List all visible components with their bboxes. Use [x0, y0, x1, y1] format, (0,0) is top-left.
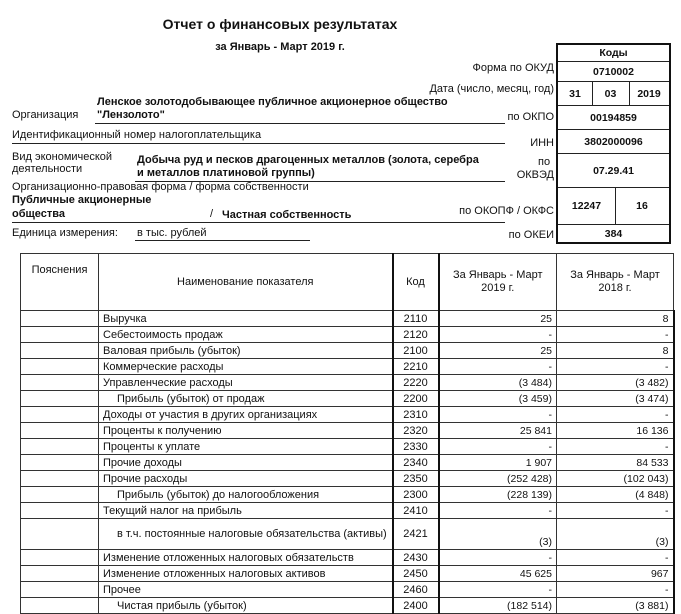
row-previous: -	[557, 439, 674, 455]
okved-label-1: по	[538, 156, 551, 168]
row-code: 2320	[393, 423, 439, 439]
row-name: Коммерческие расходы	[99, 359, 393, 375]
col-notes-header: Пояснения	[21, 254, 99, 311]
date-day: 31	[558, 82, 592, 106]
date-year: 2019	[629, 82, 669, 106]
row-previous: -	[557, 327, 674, 343]
row-previous: (102 043)	[557, 471, 674, 487]
row-current: 25	[439, 311, 557, 327]
row-code: 2350	[393, 471, 439, 487]
row-name: Доходы от участия в других организациях	[99, 407, 393, 423]
table-row	[21, 598, 674, 614]
codes-box	[556, 43, 671, 244]
table-row	[21, 582, 674, 598]
okved-value: 07.29.41	[558, 154, 669, 188]
row-code: 2100	[393, 343, 439, 359]
org-name-line-2: "Лензолото"	[97, 109, 165, 121]
row-current: -	[439, 359, 557, 375]
codes-header: Коды	[558, 45, 669, 62]
row-previous: (3 881)	[557, 598, 674, 614]
row-code: 2210	[393, 359, 439, 375]
unit-value: в тыс. рублей	[137, 227, 207, 239]
row-name: Прочие расходы	[99, 471, 393, 487]
row-previous: (3 482)	[557, 375, 674, 391]
activity-label-1: Вид экономической	[12, 151, 113, 163]
table-row	[21, 327, 674, 343]
row-code: 2220	[393, 375, 439, 391]
table-row	[21, 407, 674, 423]
row-current: 1 907	[439, 455, 557, 471]
row-current: 45 625	[439, 566, 557, 582]
row-name: Управленческие расходы	[99, 375, 393, 391]
row-code: 2120	[393, 327, 439, 343]
table-row	[21, 359, 674, 375]
row-name: Себестоимость продаж	[99, 327, 393, 343]
ownership-value: Частная собственность	[222, 209, 352, 221]
col-code-header: Код	[393, 254, 439, 311]
date-month: 03	[592, 82, 629, 106]
row-code: 2460	[393, 582, 439, 598]
form-line-2: общества	[12, 208, 66, 220]
table-row	[21, 566, 674, 582]
row-name: Прочее	[99, 582, 393, 598]
row-current: -	[439, 407, 557, 423]
table-row	[21, 375, 674, 391]
col-previous-header: За Январь - Март 2018 г.	[557, 254, 674, 311]
inn-value: 3802000096	[558, 130, 669, 154]
okfs-value: 16	[615, 188, 669, 225]
row-name: Изменение отложенных налоговых обязательств	[99, 550, 393, 566]
row-current: 25	[439, 343, 557, 359]
okopf-label: по ОКОПФ / ОКФС	[459, 205, 554, 217]
activity-line-1: Добыча руд и песков драгоценных металлов (золота, серебра	[137, 154, 479, 166]
table-header-row	[21, 254, 674, 311]
row-name: Чистая прибыль (убыток)	[99, 598, 393, 614]
row-name: в т.ч. постоянные налоговые обязательства (активы)	[99, 519, 393, 550]
inn-label: Идентификационный номер налогоплательщика	[12, 129, 262, 141]
financial-results-table	[20, 253, 675, 614]
row-previous: -	[557, 550, 674, 566]
row-previous: -	[557, 407, 674, 423]
row-name: Изменение отложенных налоговых активов	[99, 566, 393, 582]
row-current: (252 428)	[439, 471, 557, 487]
activity-line-2: и металлов платиновой группы)	[137, 167, 315, 179]
org-label: Организация	[12, 109, 79, 121]
activity-label-2: деятельности	[12, 163, 83, 175]
row-current: -	[439, 582, 557, 598]
row-name: Проценты к получению	[99, 423, 393, 439]
table-row	[21, 503, 674, 519]
table-row	[21, 550, 674, 566]
row-code: 2200	[393, 391, 439, 407]
table-row	[21, 391, 674, 407]
col-name-header: Наименование показателя	[99, 254, 393, 311]
row-code: 2300	[393, 487, 439, 503]
row-code: 2310	[393, 407, 439, 423]
row-current: -	[439, 550, 557, 566]
row-name: Выручка	[99, 311, 393, 327]
row-current: (182 514)	[439, 598, 557, 614]
form-label: Организационно-правовая форма / форма собственности	[12, 181, 309, 193]
row-name: Прибыль (убыток) до налогообложения	[99, 487, 393, 503]
row-code: 2410	[393, 503, 439, 519]
report-title: Отчет о финансовых результатах	[162, 16, 398, 32]
row-current: (228 139)	[439, 487, 557, 503]
org-name-line-1: Ленское золотодобывающее публичное акционерное общество	[97, 96, 448, 108]
table-row	[21, 471, 674, 487]
okei-value: 384	[604, 227, 623, 240]
row-current: -	[439, 503, 557, 519]
unit-label: Единица измерения:	[12, 227, 118, 239]
inn-code-label: ИНН	[530, 137, 554, 149]
row-code: 2110	[393, 311, 439, 327]
row-previous: 8	[557, 311, 674, 327]
row-current: (3)	[439, 519, 557, 550]
row-previous: -	[557, 582, 674, 598]
row-name: Проценты к уплате	[99, 439, 393, 455]
row-name: Прочие доходы	[99, 455, 393, 471]
okud-value: 0710002	[558, 62, 669, 82]
okopf-value: 12247	[558, 188, 615, 225]
row-current: (3 484)	[439, 375, 557, 391]
table-row	[21, 455, 674, 471]
table-row	[21, 423, 674, 439]
row-code: 2330	[393, 439, 439, 455]
table-row	[21, 343, 674, 359]
row-code: 2450	[393, 566, 439, 582]
row-previous: 8	[557, 343, 674, 359]
col-current-header: За Январь - Март 2019 г.	[439, 254, 557, 311]
row-previous: (3 474)	[557, 391, 674, 407]
table-row	[21, 519, 674, 550]
row-name: Текущий налог на прибыль	[99, 503, 393, 519]
row-name: Валовая прибыль (убыток)	[99, 343, 393, 359]
row-name: Прибыль (убыток) от продаж	[99, 391, 393, 407]
row-current: 25 841	[439, 423, 557, 439]
row-code: 2340	[393, 455, 439, 471]
okei-label: по ОКЕИ	[508, 229, 554, 241]
row-previous: 16 136	[557, 423, 674, 439]
row-current: (3 459)	[439, 391, 557, 407]
row-code: 2400	[393, 598, 439, 614]
okved-label-2: ОКВЭД	[516, 169, 554, 181]
row-code: 2421	[393, 519, 439, 550]
table-row	[21, 311, 674, 327]
report-period: за Январь - Март 2019 г.	[215, 41, 345, 53]
row-previous: (3)	[557, 519, 674, 550]
form-separator: /	[210, 208, 214, 220]
row-previous: 967	[557, 566, 674, 582]
okpo-value: 00194859	[558, 106, 669, 130]
okpo-label: по ОКПО	[507, 111, 554, 123]
date-label: Дата (число, месяц, год)	[429, 83, 554, 95]
row-previous: -	[557, 359, 674, 375]
row-previous: (4 848)	[557, 487, 674, 503]
row-code: 2430	[393, 550, 439, 566]
table-row	[21, 487, 674, 503]
table-row	[21, 439, 674, 455]
row-current: -	[439, 439, 557, 455]
row-current: -	[439, 327, 557, 343]
row-previous: 84 533	[557, 455, 674, 471]
row-previous: -	[557, 503, 674, 519]
okud-label: Форма по ОКУД	[472, 62, 554, 74]
form-line-1: Публичные акционерные	[12, 194, 152, 206]
